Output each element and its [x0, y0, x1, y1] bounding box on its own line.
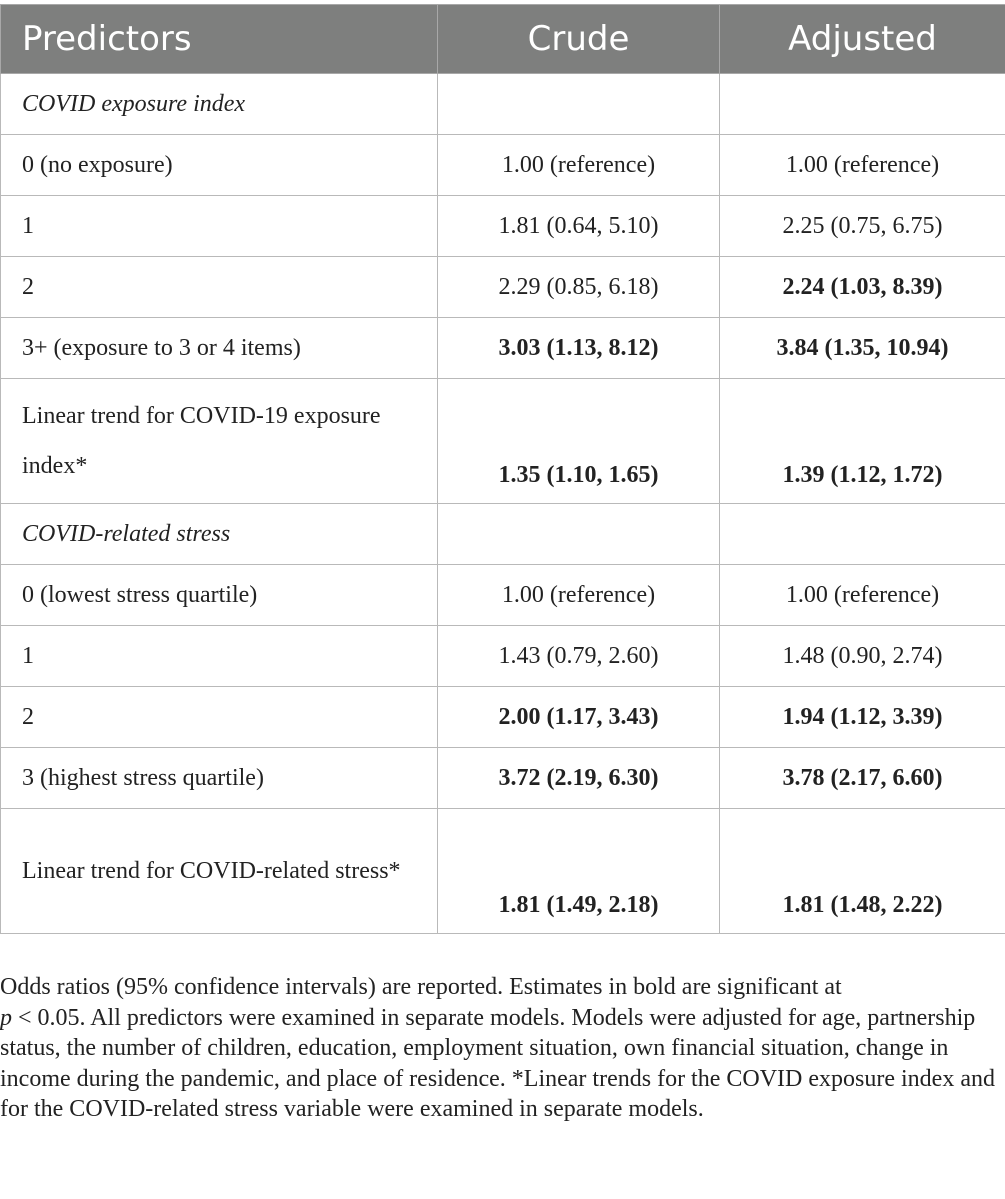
adjusted-cell: 3.78 (2.17, 6.60): [720, 748, 1005, 809]
crude-cell: 1.00 (reference): [438, 565, 720, 626]
adjusted-cell: 2.24 (1.03, 8.39): [720, 257, 1005, 318]
adjusted-cell: [720, 504, 1005, 565]
table-footnote: [0, 972, 1000, 1125]
adjusted-cell: 1.39 (1.12, 1.72): [720, 379, 1005, 504]
predictor-cell: 0 (lowest stress quartile): [1, 565, 438, 626]
table-row: [1, 809, 1005, 934]
footnote-part2: < 0.05. All predictors were examined in separate models. Models were adjusted for age, partnership status, the number of children, education, employment situation, own financial situation, change in income during the pandemic, and place of residence. *Linear trends for the COVID exposure index and for the COVID-related stress variable were examined in separate models.: [0, 1004, 995, 1122]
crude-cell: [438, 74, 720, 135]
crude-cell: 1.81 (0.64, 5.10): [438, 196, 720, 257]
adjusted-cell: [720, 74, 1005, 135]
crude-cell: 3.72 (2.19, 6.30): [438, 748, 720, 809]
header-crude: Crude: [438, 5, 720, 74]
table-row: [1, 379, 1005, 504]
footnote-p-symbol: p: [0, 1004, 12, 1031]
crude-cell: 2.29 (0.85, 6.18): [438, 257, 720, 318]
predictor-cell: Linear trend for COVID-related stress*: [1, 809, 438, 934]
table-row: [1, 135, 1005, 196]
table-row: [1, 257, 1005, 318]
adjusted-cell: 1.94 (1.12, 3.39): [720, 687, 1005, 748]
table-row: [1, 196, 1005, 257]
adjusted-cell: 1.48 (0.90, 2.74): [720, 626, 1005, 687]
table-row: [1, 687, 1005, 748]
adjusted-cell: 2.25 (0.75, 6.75): [720, 196, 1005, 257]
section-label: COVID-related stress: [1, 504, 438, 565]
header-row: [1, 5, 1005, 74]
header-adjusted: Adjusted: [720, 5, 1005, 74]
crude-cell: 1.81 (1.49, 2.18): [438, 809, 720, 934]
predictor-cell: 2: [1, 257, 438, 318]
section-row: [1, 74, 1005, 135]
crude-cell: 1.00 (reference): [438, 135, 720, 196]
results-table: [0, 4, 1005, 934]
table-row: [1, 565, 1005, 626]
adjusted-cell: 1.00 (reference): [720, 565, 1005, 626]
adjusted-cell: 1.81 (1.48, 2.22): [720, 809, 1005, 934]
predictor-cell: 2: [1, 687, 438, 748]
section-row: [1, 504, 1005, 565]
header-predictors: Predictors: [1, 5, 438, 74]
crude-cell: 3.03 (1.13, 8.12): [438, 318, 720, 379]
crude-cell: [438, 504, 720, 565]
table-row: [1, 626, 1005, 687]
predictor-cell: 3+ (exposure to 3 or 4 items): [1, 318, 438, 379]
table-row: [1, 748, 1005, 809]
crude-cell: 2.00 (1.17, 3.43): [438, 687, 720, 748]
predictor-cell: Linear trend for COVID-19 exposure index*: [1, 379, 438, 504]
crude-cell: 1.35 (1.10, 1.65): [438, 379, 720, 504]
predictor-cell: 3 (highest stress quartile): [1, 748, 438, 809]
table-row: [1, 318, 1005, 379]
predictor-cell: 0 (no exposure): [1, 135, 438, 196]
footnote-part1: Odds ratios (95% confidence intervals) are reported. Estimates in bold are significant at: [0, 974, 842, 1000]
table-body: [1, 74, 1005, 934]
predictor-cell: 1: [1, 626, 438, 687]
predictor-cell: 1: [1, 196, 438, 257]
crude-cell: 1.43 (0.79, 2.60): [438, 626, 720, 687]
adjusted-cell: 3.84 (1.35, 10.94): [720, 318, 1005, 379]
section-label: COVID exposure index: [1, 74, 438, 135]
adjusted-cell: 1.00 (reference): [720, 135, 1005, 196]
